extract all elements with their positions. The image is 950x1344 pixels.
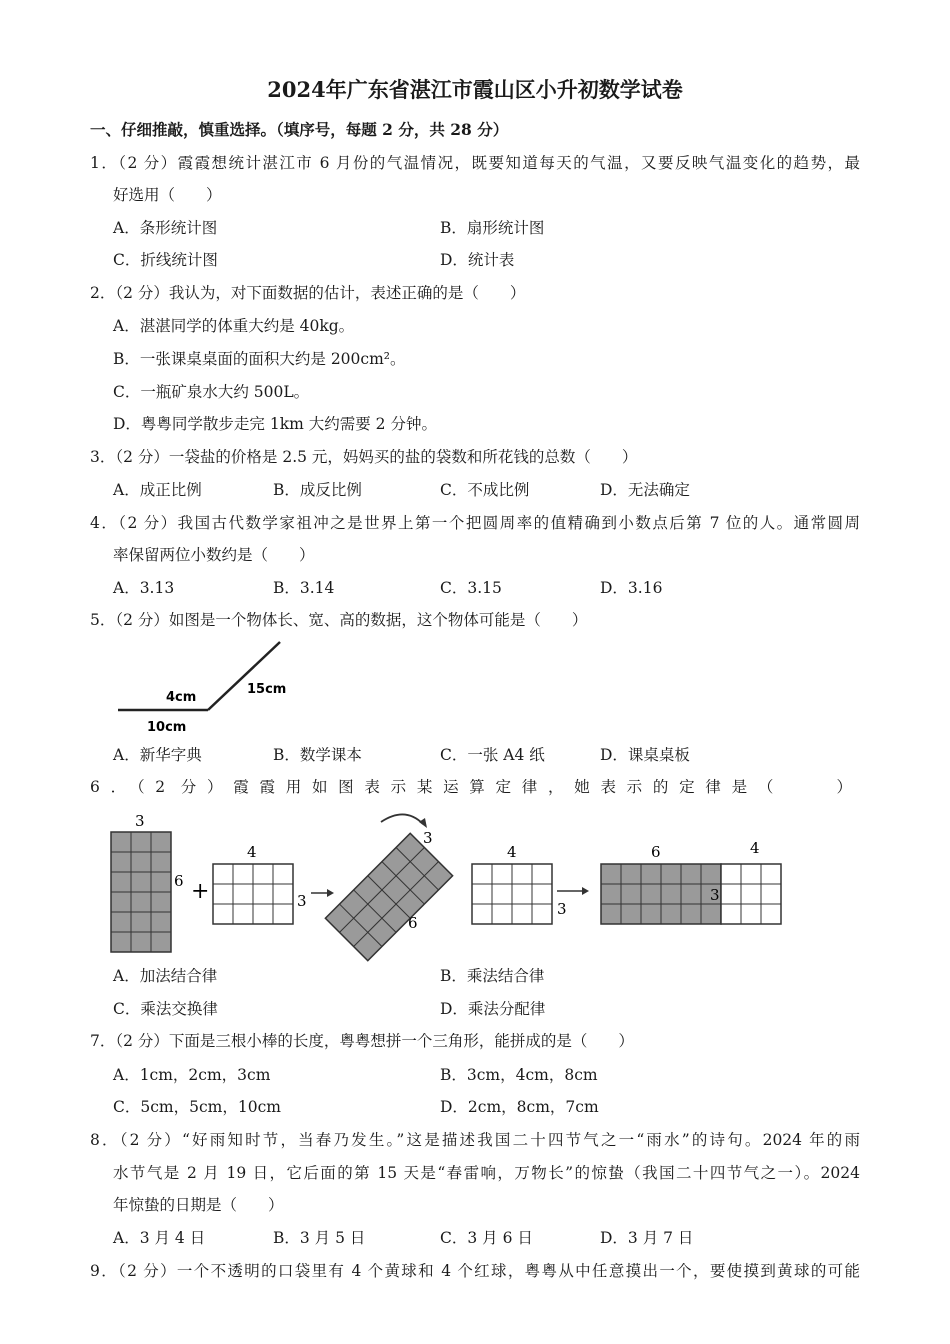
question-1-line-1: 1．（2 分）霞霞想统计湛江市 6 月份的气温情况，既要知道每天的气温，又要反映气温变化的趋势，最 [90,154,860,172]
q1-option-d[interactable]: D．统计表 [440,251,515,269]
q7-option-d[interactable]: D．2cm，8cm，7cm [440,1098,599,1116]
question-8-line-2: 水节气是 2 月 19 日，它后面的第 15 天是“春雷响，万物长”的惊蛰（我国二十四节气之一）。2024 [113,1164,860,1182]
q2-option-c[interactable]: C．一瓶矿泉水大约 500L。 [113,383,310,401]
question-9-line-1: 9．（2 分）一个不透明的口袋里有 4 个黄球和 4 个红球，粤粤从中任意摸出一个，要使摸到黄球的可能 [90,1262,860,1280]
rotate-arrow-icon [381,814,427,828]
label-combined-side: 3 [710,886,720,904]
q3-option-c[interactable]: C．不成比例 [440,481,530,499]
q4-option-d[interactable]: D．3.16 [600,579,663,597]
q6-option-c[interactable]: C．乘法交换律 [113,1000,218,1018]
grey-grid-3x6 [111,832,171,952]
question-5-stem: 5．（2 分）如图是一个物体长、宽、高的数据，这个物体可能是（ ） [90,611,588,629]
question-8-line-3: 年惊蛰的日期是（ ） [113,1196,284,1214]
label-grid2-side: 3 [297,892,307,910]
question-8-line-1: 8．（2 分）“好雨知时节，当春乃发生。”这是描述我国二十四节气之一“雨水”的诗句。2024 年的雨 [90,1131,860,1149]
q5-option-d[interactable]: D．课桌桌板 [600,746,690,764]
q5-option-c[interactable]: C．一张 A4 纸 [440,746,545,764]
label-grid2-top: 4 [247,843,257,861]
q4-option-b[interactable]: B．3.14 [273,579,335,597]
q4-option-a[interactable]: A．3.13 [113,579,175,597]
white-grid-4x3-second [472,864,552,924]
plus-sign: + [191,879,210,904]
q6-option-a[interactable]: A．加法结合律 [113,967,218,985]
label-grid1-side: 6 [174,872,184,890]
q6-option-d[interactable]: D．乘法分配律 [440,1000,546,1018]
operation-law-figure [105,810,795,960]
label-combined-white: 4 [750,839,760,857]
label-combined-grey: 6 [651,843,661,861]
q5-option-a[interactable]: A．新华字典 [113,746,202,764]
q3-option-b[interactable]: B．成反比例 [273,481,362,499]
q3-option-a[interactable]: A．成正比例 [113,481,202,499]
q2-option-d[interactable]: D．粤粤同学散步走完 1km 大约需要 2 分钟。 [113,415,437,433]
label-grid3-top: 4 [507,843,517,861]
width-label: 4cm [166,690,197,705]
q8-option-c[interactable]: C．3 月 6 日 [440,1229,533,1247]
combined-grid [601,864,781,924]
q2-option-a[interactable]: A．湛湛同学的体重大约是 40kg。 [113,317,355,335]
question-1-line-2: 好选用（ ） [113,186,222,204]
q1-option-c[interactable]: C．折线统计图 [113,251,218,269]
question-3-stem: 3．（2 分）一袋盐的价格是 2.5 元，妈妈买的盐的袋数和所花钱的总数（ ） [90,448,638,466]
q2-option-b[interactable]: B．一张课桌桌面的面积大约是 200cm²。 [113,350,406,368]
arrow-icon [311,889,334,897]
q7-option-c[interactable]: C．5cm，5cm，10cm [113,1098,281,1116]
q4-option-c[interactable]: C．3.15 [440,579,502,597]
question-6-stem: 6．（2 分）霞霞用如图表示某运算定律，她表示的定律是（ ） [90,778,852,796]
q7-option-a[interactable]: A．1cm，2cm，3cm [113,1066,271,1084]
label-grid1-top: 3 [135,812,145,830]
length-label: 10cm [147,720,187,735]
white-grid-4x3 [213,864,293,924]
q7-option-b[interactable]: B．3cm，4cm，8cm [440,1066,598,1084]
q8-option-d[interactable]: D．3 月 7 日 [600,1229,694,1247]
rotated-grey-grid [325,833,452,960]
label-rotated-long: 6 [408,914,418,932]
q5-option-b[interactable]: B．数学课本 [273,746,362,764]
q1-option-b[interactable]: B．扇形统计图 [440,219,545,237]
page-title: 2024年广东省湛江市霞山区小升初数学试卷 [267,77,683,102]
question-4-line-2: 率保留两位小数约是（ ） [113,546,315,564]
dimensions-figure [110,640,290,740]
q8-option-b[interactable]: B．3 月 5 日 [273,1229,366,1247]
question-2-stem: 2．（2 分）我认为，对下面数据的估计，表述正确的是（ ） [90,284,526,302]
q8-option-a[interactable]: A．3 月 4 日 [113,1229,206,1247]
section-heading: 一、仔细推敲，慎重选择。（填序号，每题 2 分，共 28 分） [90,120,509,139]
label-rotated-short: 3 [423,829,433,847]
q3-option-d[interactable]: D．无法确定 [600,481,690,499]
question-4-line-1: 4．（2 分）我国古代数学家祖冲之是世界上第一个把圆周率的值精确到小数点后第 7 位的人。通常圆周 [90,514,860,532]
arrow-icon-2 [557,887,589,895]
question-7-stem: 7．（2 分）下面是三根小棒的长度，粤粤想拼一个三角形，能拼成的是（ ） [90,1032,634,1050]
q6-option-b[interactable]: B．乘法结合律 [440,967,545,985]
q1-option-a[interactable]: A．条形统计图 [113,219,218,237]
height-line [208,642,280,710]
label-grid3-side: 3 [557,900,567,918]
height-label: 15cm [247,682,287,697]
